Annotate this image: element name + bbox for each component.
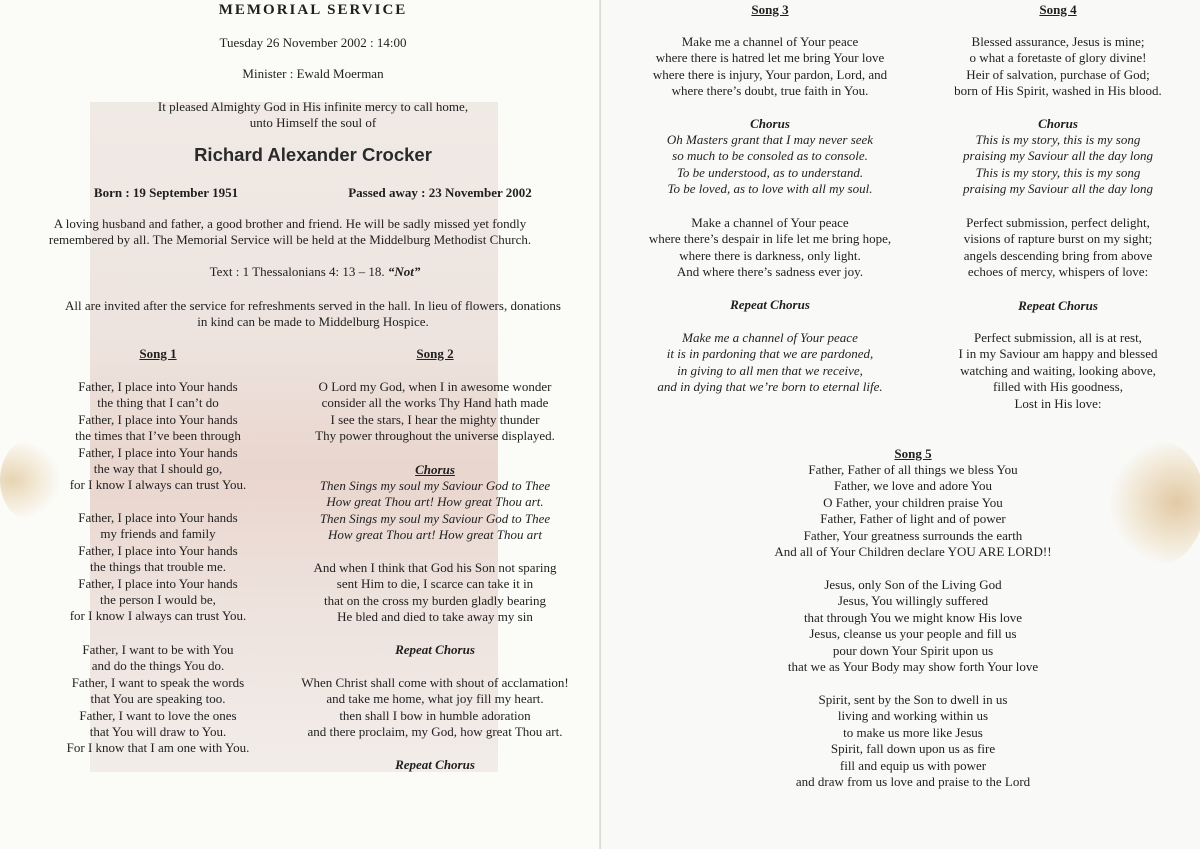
deceased-name: Richard Alexander Crocker	[194, 144, 432, 165]
song4-verse3: Perfect submission, all is at rest, I in my Saviour am happy and blessed watching and waiting, looking above, filled with His goodness, Lost in His love:	[958, 330, 1158, 411]
page-fold	[599, 0, 601, 849]
song5-verse2: Jesus, only Son of the Living God Jesus, You willingly suffered that through You we might know His love Jesus, cleanse us your people and fill us pour down Your Spirit upon us that we as Your Body may show forth Your love	[787, 577, 1039, 675]
song5-heading: Song 5	[894, 446, 932, 461]
song4-heading: Song 4	[1039, 2, 1077, 17]
song4-verse2: Perfect submission, perfect delight, visions of rapture burst on my sight; angels descending bring from above echoes of mercy, whispers of love:	[963, 215, 1153, 280]
song2-chorus: Then Sings my soul my Saviour God to Thee How great Thou art! How great Thou art. Then Sings my soul my Saviour God to Thee How great Thou art! How great Thou art	[319, 478, 551, 543]
song2-repeat-chorus-1: Repeat Chorus	[395, 642, 475, 657]
intro-text: It pleased Almighty God in His infinite mercy to call home, unto Himself the soul of	[157, 99, 469, 131]
song2-repeat-chorus-2: Repeat Chorus	[395, 757, 475, 772]
song3-repeat-chorus: Repeat Chorus	[730, 297, 810, 312]
song2-heading: Song 2	[416, 346, 454, 361]
song5-verse1: Father, Father of all things we bless You Father, we love and adore You O Father, your children praise You Father, Father of light and of power Father, Your greatness surrounds the earth And all of Your Children declare YOU ARE LORD!!	[774, 462, 1052, 560]
song3-verse1: Make me a channel of Your peace where there is hatred let me bring Your love where there is injury, Your pardon, Lord, and where there’s doubt, true faith in You.	[652, 34, 888, 99]
song3-chorus: Oh Masters grant that I may never seek so much to be consoled as to console. To be understood, as to understand. To be loved, as to love with all my soul.	[666, 132, 874, 197]
minister-line: Minister : Ewald Moerman	[242, 66, 384, 81]
song3-heading: Song 3	[751, 2, 789, 17]
song1-heading: Song 1	[139, 346, 177, 361]
song2-chorus-heading: Chorus	[415, 462, 455, 477]
coffee-stain-left	[0, 440, 60, 520]
song1-verse2: Father, I place into Your hands my friends and family Father, I place into Your hands the things that trouble me. Father, I place into Your hands the person I would be, for I know I always can trust You.	[69, 510, 247, 624]
scripture-text: Text : 1 Thessalonians 4: 13 – 18. “Not”	[209, 264, 421, 279]
song4-chorus: This is my story, this is my song praising my Saviour all the day long This is my story, this is my song praising my Saviour all the day long	[963, 132, 1153, 197]
service-date: Tuesday 26 November 2002 : 14:00	[219, 35, 407, 50]
page-title: MEMORIAL SERVICE	[218, 2, 408, 18]
song3-verse2: Make a channel of Your peace where there’s despair in life let me bring hope, where there is darkness, only light. And where there’s sadness ever joy.	[648, 215, 892, 280]
song5-verse3: Spirit, sent by the Son to dwell in us living and working within us to make us more like Jesus Spirit, fall down upon us as fire fill and equip us with power and draw from us love and praise to the Lord	[795, 692, 1031, 790]
born-date: Born : 19 September 1951	[93, 185, 239, 200]
coffee-stain-right	[1110, 440, 1200, 565]
song4-repeat-chorus: Repeat Chorus	[1018, 298, 1098, 313]
invitation-text: All are invited after the service for refreshments served in the hall. In lieu of flowers, donations in kind can be made to Middelburg Hospice.	[65, 298, 561, 330]
song1-verse1: Father, I place into Your hands the thing that I can’t do Father, I place into Your hands the times that I’ve been through Father, I place into Your hands the way that I should go, for I know I always can trust You.	[69, 379, 247, 493]
tribute-text: A loving husband and father, a good brother and friend. He will be sadly missed yet fondly remembered by all. The Memorial Service will be held at the Middelburg Methodist Church.	[48, 216, 532, 248]
song2-verse1: O Lord my God, when I in awesome wonder consider all the works Thy Hand hath made I see the stars, I hear the mighty thunder Thy power throughout the universe displayed.	[315, 379, 555, 444]
song4-verse1: Blessed assurance, Jesus is mine; o what a foretaste of glory divine! Heir of salvation, purchase of God; born of His Spirit, washed in His blood.	[954, 34, 1162, 99]
passed-date: Passed away : 23 November 2002	[348, 185, 532, 200]
song4-chorus-heading: Chorus	[1038, 116, 1078, 131]
song3-chorus-heading: Chorus	[750, 116, 790, 131]
song2-verse3: When Christ shall come with shout of acclamation! and take me home, what joy fill my heart. then shall I bow in humble adoration and there proclaim, my God, how great Thou art.	[301, 675, 569, 740]
song2-verse2: And when I think that God his Son not sparing sent Him to die, I scarce can take it in that on the cross my burden gladly bearing He bled and died to take away my sin	[313, 560, 557, 625]
song3-verse3: Make me a channel of Your peace it is in pardoning that we are pardoned, in giving to all men that we receive, and in dying that we’re born to eternal life.	[657, 330, 883, 395]
song1-verse3: Father, I want to be with You and do the things You do. Father, I want to speak the words that You are speaking too. Father, I want to love the ones that You will draw to You. For I know that I am one with You.	[66, 642, 250, 756]
